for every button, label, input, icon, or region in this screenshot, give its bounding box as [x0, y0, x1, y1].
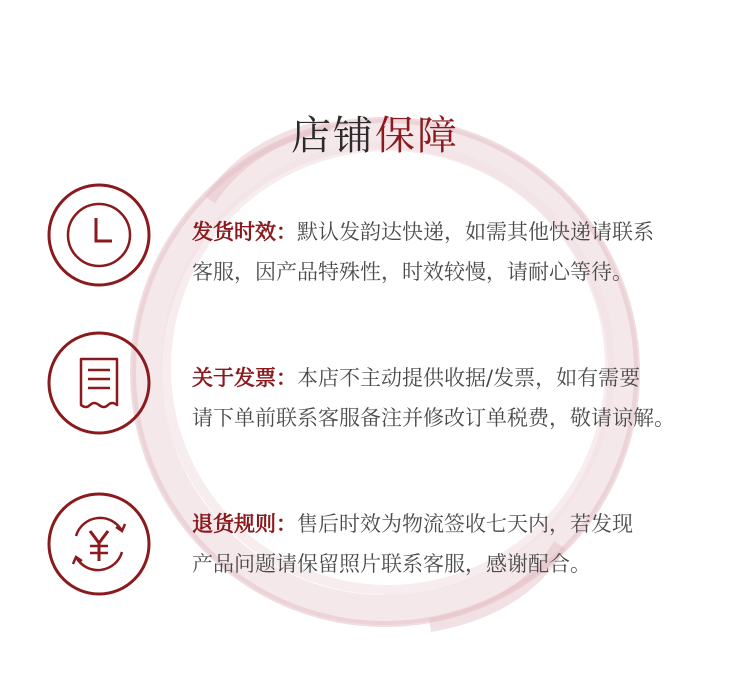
invoice-line2: 请下单前联系客服备注并修改订单税费，敬请谅解。: [192, 406, 675, 430]
clock-icon: [46, 182, 152, 288]
shipping-info: [192, 212, 732, 292]
title-accent: 保障: [375, 113, 459, 159]
invoice-icon: [46, 330, 152, 436]
invoice-info: [192, 358, 732, 438]
invoice-label: 关于发票：: [192, 366, 297, 390]
return-line2: 产品问题请保留照片联系客服，感谢配合。: [192, 552, 591, 576]
invoice-line1: 关于发票：本店不主动提供收据/发票，如有需要: [192, 366, 641, 390]
return-info: [192, 504, 732, 584]
return-label: 退货规则：: [192, 512, 297, 536]
shipping-line1: 发货时效：默认发韵达快递，如需其他快递请联系: [192, 220, 654, 244]
title-main: 店铺: [291, 113, 375, 159]
page-title: [0, 108, 750, 164]
return-line1: 退货规则：售后时效为物流签收七天内，若发现: [192, 512, 633, 536]
yuan-return-icon: [46, 491, 152, 597]
shipping-label: 发货时效：: [192, 220, 297, 244]
shipping-line2: 客服，因产品特殊性，时效较慢，请耐心等待。: [192, 260, 633, 284]
